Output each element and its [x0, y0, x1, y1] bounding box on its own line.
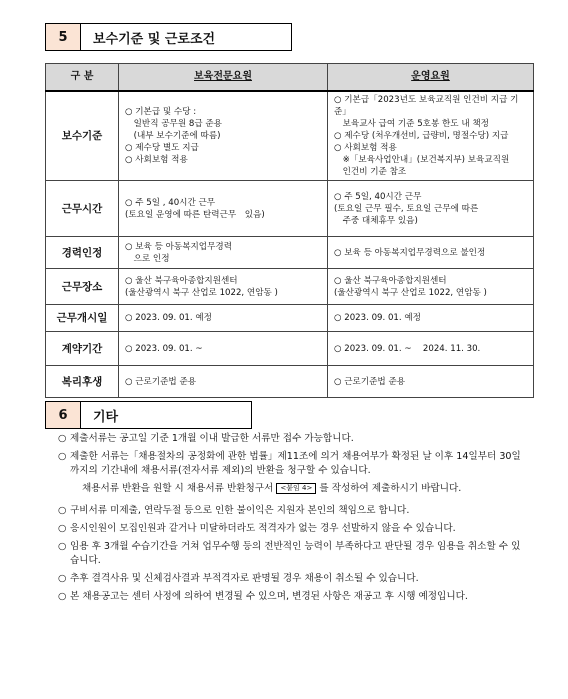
cell-line: 인건비 기준 참조 — [334, 167, 407, 177]
notes-list — [58, 432, 528, 608]
cell-line: ○ 근로기준법 준용 — [125, 376, 197, 387]
cell-operations-staff — [328, 91, 534, 181]
row-label: 계약기간 — [46, 332, 119, 366]
section-6-header — [45, 401, 252, 429]
cell-line: 주중 대체휴무 있음) — [334, 215, 418, 226]
bullet-icon: ○ — [58, 505, 67, 516]
cell-line: ○ 사회보험 적용 — [125, 155, 188, 165]
section-title: 보수기준 및 근로조건 — [81, 23, 292, 51]
note-text: 임용 후 3개월 수습기간을 거쳐 업무수행 등의 전반적인 능력이 부족하다고 판단될 경우 임용을 취소할 수 있습니다. — [70, 541, 521, 566]
cell-childcare-specialist — [119, 237, 328, 269]
cell-line: ○ 2023. 09. 01. 예정 — [334, 313, 421, 323]
cell-line: ○ 2023. 09. 01. ~ — [125, 343, 203, 354]
note-text: 본 채용공고는 센터 사정에 의하여 변경될 수 있으며, 변경된 사항은 재공고 후 시행 예정입니다. — [70, 591, 468, 602]
section-5-header — [45, 23, 292, 51]
cell-line: ○ 울산 북구육아종합지원센터 — [334, 275, 447, 286]
list-item — [58, 590, 528, 604]
cell-operations-staff — [328, 181, 534, 237]
cell-childcare-specialist — [119, 332, 328, 366]
table-row — [46, 332, 534, 366]
cell-operations-staff — [328, 305, 534, 332]
note-text: 응시인원이 모집인원과 같거나 미달하더라도 적격자가 없는 경우 선발하지 않을 수 있습니다. — [70, 523, 456, 534]
cell-line: ※「보육사업안내」(보건복지부) 보육교직원 — [334, 155, 510, 165]
cell-line: ○ 보육 등 아동복지업무경력 — [125, 241, 233, 252]
bullet-icon: ○ — [58, 523, 67, 534]
cell-line: 보육교사 급여 기준 5호봉 한도 내 책정 — [334, 119, 489, 129]
cell-line: ○ 제수당 별도 지급 — [125, 143, 199, 153]
cell-line: ○ 근로기준법 준용 — [334, 376, 406, 387]
cell-line: ○ 제수당 (처우개선비, 급량비, 명절수당) 지급 — [334, 131, 509, 141]
table-header-row — [46, 64, 534, 92]
cell-operations-staff — [328, 269, 534, 305]
cell-line: ○ 2023. 09. 01. 예정 — [125, 313, 212, 323]
cell-line: (울산광역시 북구 산업로 1022, 연암동 ) — [125, 287, 278, 298]
cell-operations-staff — [328, 366, 534, 398]
list-item — [58, 522, 528, 536]
bullet-icon: ○ — [58, 591, 67, 602]
cell-line: (토요일 근무 필수, 토요일 근무에 따른 — [334, 203, 479, 214]
cell-line: 일반직 공무원 8급 준용 — [125, 119, 222, 129]
cell-childcare-specialist — [119, 366, 328, 398]
list-item — [58, 450, 528, 500]
cell-line: ○ 기본급「2023년도 보육교직원 인건비 지급 기준」 — [334, 95, 519, 117]
note-text: 제출서류는 공고일 기준 1개월 이내 발급한 서류만 접수 가능합니다. — [70, 433, 354, 444]
cell-line: ○ 울산 북구육아종합지원센터 — [125, 275, 238, 286]
header-operations-staff: 운영요원 — [328, 64, 534, 92]
conditions-table — [45, 63, 534, 398]
row-label: 근무개시일 — [46, 305, 119, 332]
table-row — [46, 269, 534, 305]
list-item — [58, 572, 528, 586]
row-label: 근무시간 — [46, 181, 119, 237]
list-item — [58, 540, 528, 568]
note-text: 구비서류 미제출, 연락두절 등으로 인한 불이익은 지원자 본인의 책임으로 합니다. — [70, 505, 410, 516]
table-row — [46, 305, 534, 332]
note-text: 제출한 서류는「채용절차의 공정화에 관한 법률」제11조에 의거 채용여부가 확정된 날 이후 14일부터 30일까지의 기간내에 채용서류(전자서류 제외)의 반환을 청구할 수 있습니다. 채용서류 반환을 원할 시 채용서류 반환청구서 <붙임 4> 를 작성하여 제출하시기 바랍니다. — [70, 450, 528, 500]
cell-line: ○ 사회보험 적용 — [334, 143, 397, 153]
cell-childcare-specialist — [119, 181, 328, 237]
attachment-tag: <붙임 4> — [276, 483, 316, 494]
bullet-icon: ○ — [58, 573, 67, 584]
cell-line: ○ 기본급 및 수당 : — [125, 107, 197, 117]
row-label: 근무장소 — [46, 269, 119, 305]
list-item — [58, 432, 528, 446]
cell-childcare-specialist — [119, 269, 328, 305]
cell-operations-staff — [328, 237, 534, 269]
list-item — [58, 504, 528, 518]
cell-line: 으로 인정 — [125, 253, 170, 264]
table-row — [46, 91, 534, 181]
bullet-icon: ○ — [58, 451, 67, 462]
cell-line: (내부 보수기준에 따름) — [125, 131, 221, 141]
row-label: 보수기준 — [46, 91, 119, 181]
cell-childcare-specialist — [119, 305, 328, 332]
bullet-icon: ○ — [58, 541, 67, 552]
header-childcare-specialist: 보육전문요원 — [119, 64, 328, 92]
table-row — [46, 366, 534, 398]
cell-line: ○ 보육 등 아동복지업무경력으로 불인정 — [334, 247, 486, 258]
table-row — [46, 237, 534, 269]
header-category: 구 분 — [46, 64, 119, 92]
note-subline: 채용서류 반환을 원할 시 채용서류 반환청구서 <붙임 4> 를 작성하여 제출하시기 바랍니다. — [82, 483, 462, 494]
cell-line: ○ 2023. 09. 01. ~ 2024. 11. 30. — [334, 343, 481, 354]
bullet-icon: ○ — [58, 433, 67, 444]
cell-line: (토요일 운영에 따른 탄력근무 있음) — [125, 209, 265, 220]
note-text: 추후 결격사유 및 신체검사결과 부적격자로 판명될 경우 채용이 취소될 수 있습니다. — [70, 573, 419, 584]
cell-line: ○ 주 5일 , 40시간 근무 — [125, 197, 216, 208]
section-title: 기타 — [81, 401, 252, 429]
row-label: 경력인정 — [46, 237, 119, 269]
row-label: 복리후생 — [46, 366, 119, 398]
cell-line: (울산광역시 북구 산업로 1022, 연암동 ) — [334, 287, 487, 298]
section-number: 6 — [45, 401, 81, 429]
section-number: 5 — [45, 23, 81, 51]
cell-operations-staff — [328, 332, 534, 366]
cell-line: ○ 주 5일, 40시간 근무 — [334, 191, 422, 202]
cell-childcare-specialist — [119, 91, 328, 181]
table-row — [46, 181, 534, 237]
